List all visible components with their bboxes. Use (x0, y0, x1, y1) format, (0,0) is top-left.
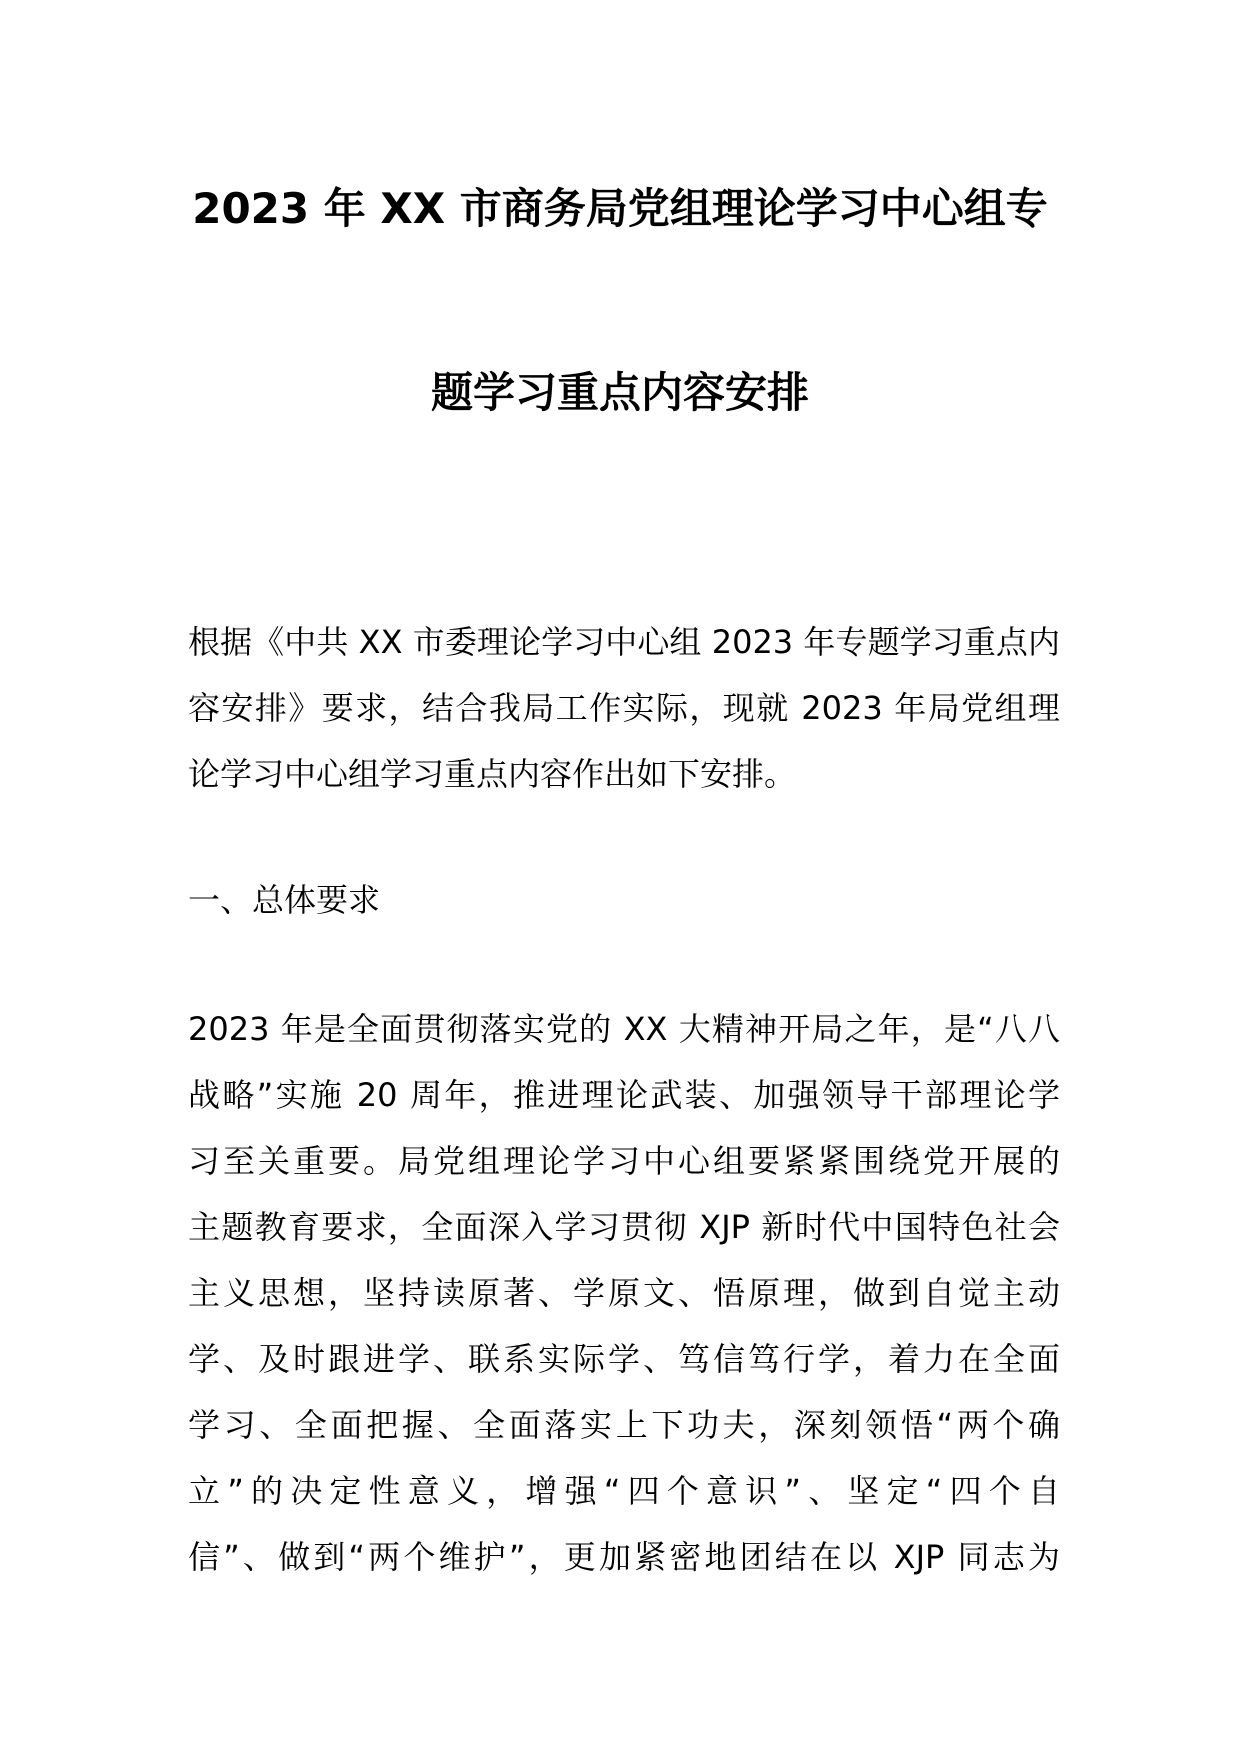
intro-line-2: 容安排》要求，结合我局工作实际，现就 2023 年局党组理 (188, 689, 1060, 727)
intro-line-3: 论学习中心组学习重点内容作出如下安排。 (188, 755, 797, 793)
paragraph-line-6: 学、及时跟进学、联系实际学、笃信笃行学，着力在全面 (188, 1340, 1060, 1378)
paragraph-line-9: 信”、做到“两个维护”，更加紧密地团结在以 XJP 同志为 (188, 1538, 1060, 1576)
paragraph-line-5: 主义思想，坚持读原著、学原文、悟原理，做到自觉主动 (188, 1274, 1060, 1312)
paragraph-line-4: 主题教育要求，全面深入学习贯彻 XJP 新时代中国特色社会 (188, 1208, 1060, 1246)
document-title-line-1: 2023 年 XX 市商务局党组理论学习中心组专 (192, 184, 1048, 233)
paragraph-line-3: 习至关重要。局党组理论学习中心组要紧紧围绕党开展的 (188, 1142, 1060, 1180)
section-heading: 一、总体要求 (188, 881, 381, 919)
document-title-line-2: 题学习重点内容安排 (430, 368, 809, 417)
paragraph-line-1: 2023 年是全面贯彻落实党的 XX 大精神开局之年，是“八八 (188, 1010, 1060, 1048)
paragraph-line-7: 学习、全面把握、全面落实上下功夫，深刻领悟“两个确 (188, 1406, 1060, 1444)
paragraph-line-8: 立”的决定性意义，增强“四个意识”、坚定“四个自 (188, 1472, 1060, 1510)
paragraph-line-2: 战略”实施 20 周年，推进理论武装、加强领导干部理论学 (188, 1076, 1060, 1114)
intro-line-1: 根据《中共 XX 市委理论学习中心组 2023 年专题学习重点内 (188, 623, 1060, 661)
